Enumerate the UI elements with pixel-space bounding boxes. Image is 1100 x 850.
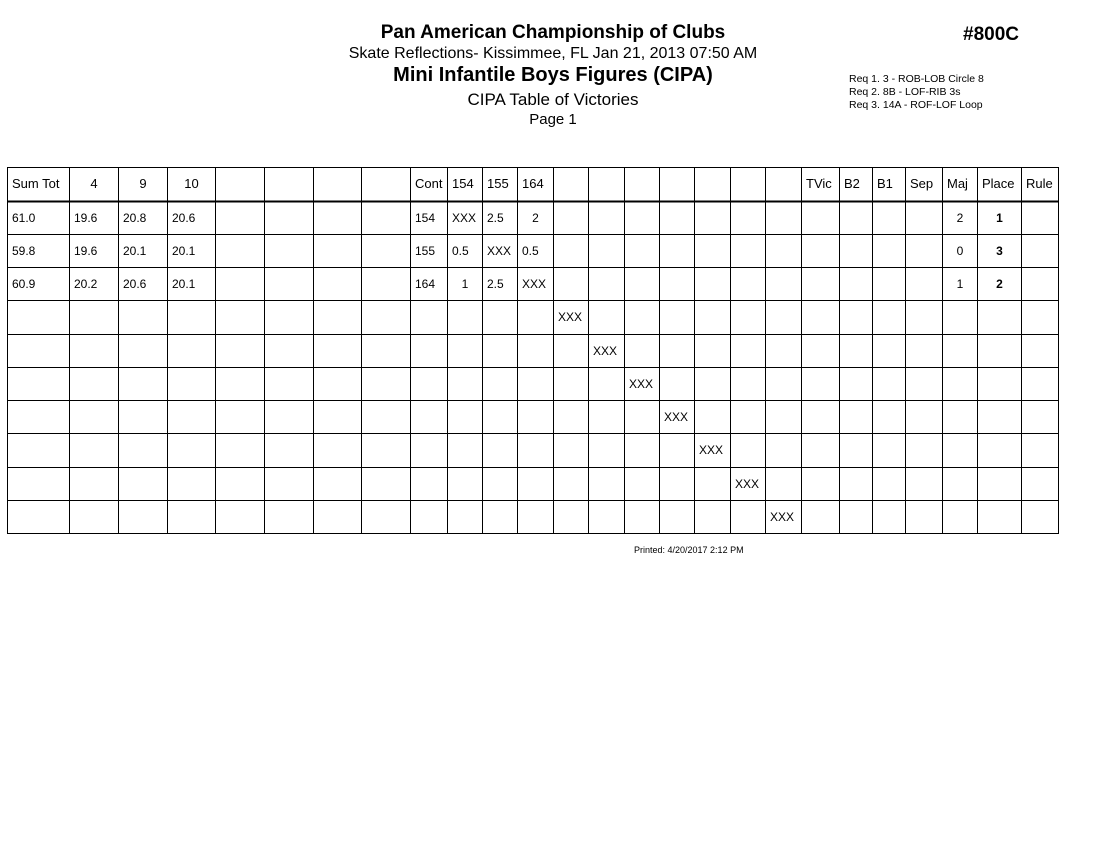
table-cell: 20.2 [74,276,98,291]
column-header: B2 [844,176,860,191]
column-header: TVic [806,176,832,191]
table-cell: 0.5 [522,243,539,258]
table-cell: 19.6 [74,210,98,225]
table-cell: 154 [415,210,436,225]
table-cell: 2 [996,276,1003,291]
self-comparison-mark: XXX [770,509,795,524]
table-cell: 1 [956,276,964,291]
self-comparison-mark: XXX [735,476,760,491]
requirement-2: Req 2. 8B - LOF-RIB 3s [849,86,961,98]
self-comparison-mark: XXX [487,243,512,258]
column-header: Cont [415,176,443,191]
table-cell: 1 [461,276,469,291]
report-subtitle: Skate Reflections- Kissimmee, FL Jan 21, 2013 07:50 AM [348,45,758,62]
table-cell: 3 [996,243,1003,258]
column-header: Rule [1026,176,1053,191]
table-cell: 0 [956,243,964,258]
table-cell: 2 [956,210,964,225]
page-number: Page 1 [529,111,577,128]
table-cell: 61.0 [12,210,36,225]
column-header: Sum Tot [12,176,60,191]
requirement-3: Req 3. 14A - ROF-LOF Loop [849,99,983,111]
column-header: Sep [910,176,934,191]
column-header: B1 [877,176,893,191]
self-comparison-mark: XXX [629,376,654,391]
column-header: 164 [522,176,544,191]
table-cell: 0.5 [452,243,469,258]
column-header: 10 [184,176,199,191]
table-cell: 20.6 [172,210,196,225]
table-cell: 20.1 [172,243,196,258]
column-header: 9 [139,176,147,191]
report-title: Pan American Championship of Clubs [380,22,726,43]
table-cell: 59.8 [12,243,36,258]
table-cell: 19.6 [74,243,98,258]
self-comparison-mark: XXX [452,210,477,225]
printed-timestamp: Printed: 4/20/2017 2:12 PM [634,545,744,555]
requirement-1: Req 1. 3 - ROB-LOB Circle 8 [849,73,984,85]
table-name: CIPA Table of Victories [467,90,639,109]
self-comparison-mark: XXX [664,409,689,424]
self-comparison-mark: XXX [699,443,724,457]
table-cell: 2.5 [487,210,504,225]
self-comparison-mark: XXX [593,343,618,358]
table-cell: 2 [532,210,539,225]
table-cell: 20.8 [123,210,147,225]
event-code: #800C [963,24,1019,45]
event-name: Mini Infantile Boys Figures (CIPA) [393,64,713,86]
table-cell: 20.1 [172,276,196,291]
self-comparison-mark: XXX [558,310,583,324]
table-cell: 2.5 [487,276,504,291]
column-header: 4 [90,176,98,191]
table-cell: 155 [415,243,436,258]
column-header: Place [982,176,1015,191]
table-cell: 60.9 [12,276,36,291]
self-comparison-mark: XXX [522,276,547,291]
column-header: Maj [947,176,968,191]
table-cell: 20.6 [123,276,147,291]
table-cell: 20.1 [123,243,147,258]
column-header: 155 [487,176,509,191]
table-cell: 1 [996,210,1003,225]
table-cell: 164 [415,276,436,291]
column-header: 154 [452,176,474,191]
